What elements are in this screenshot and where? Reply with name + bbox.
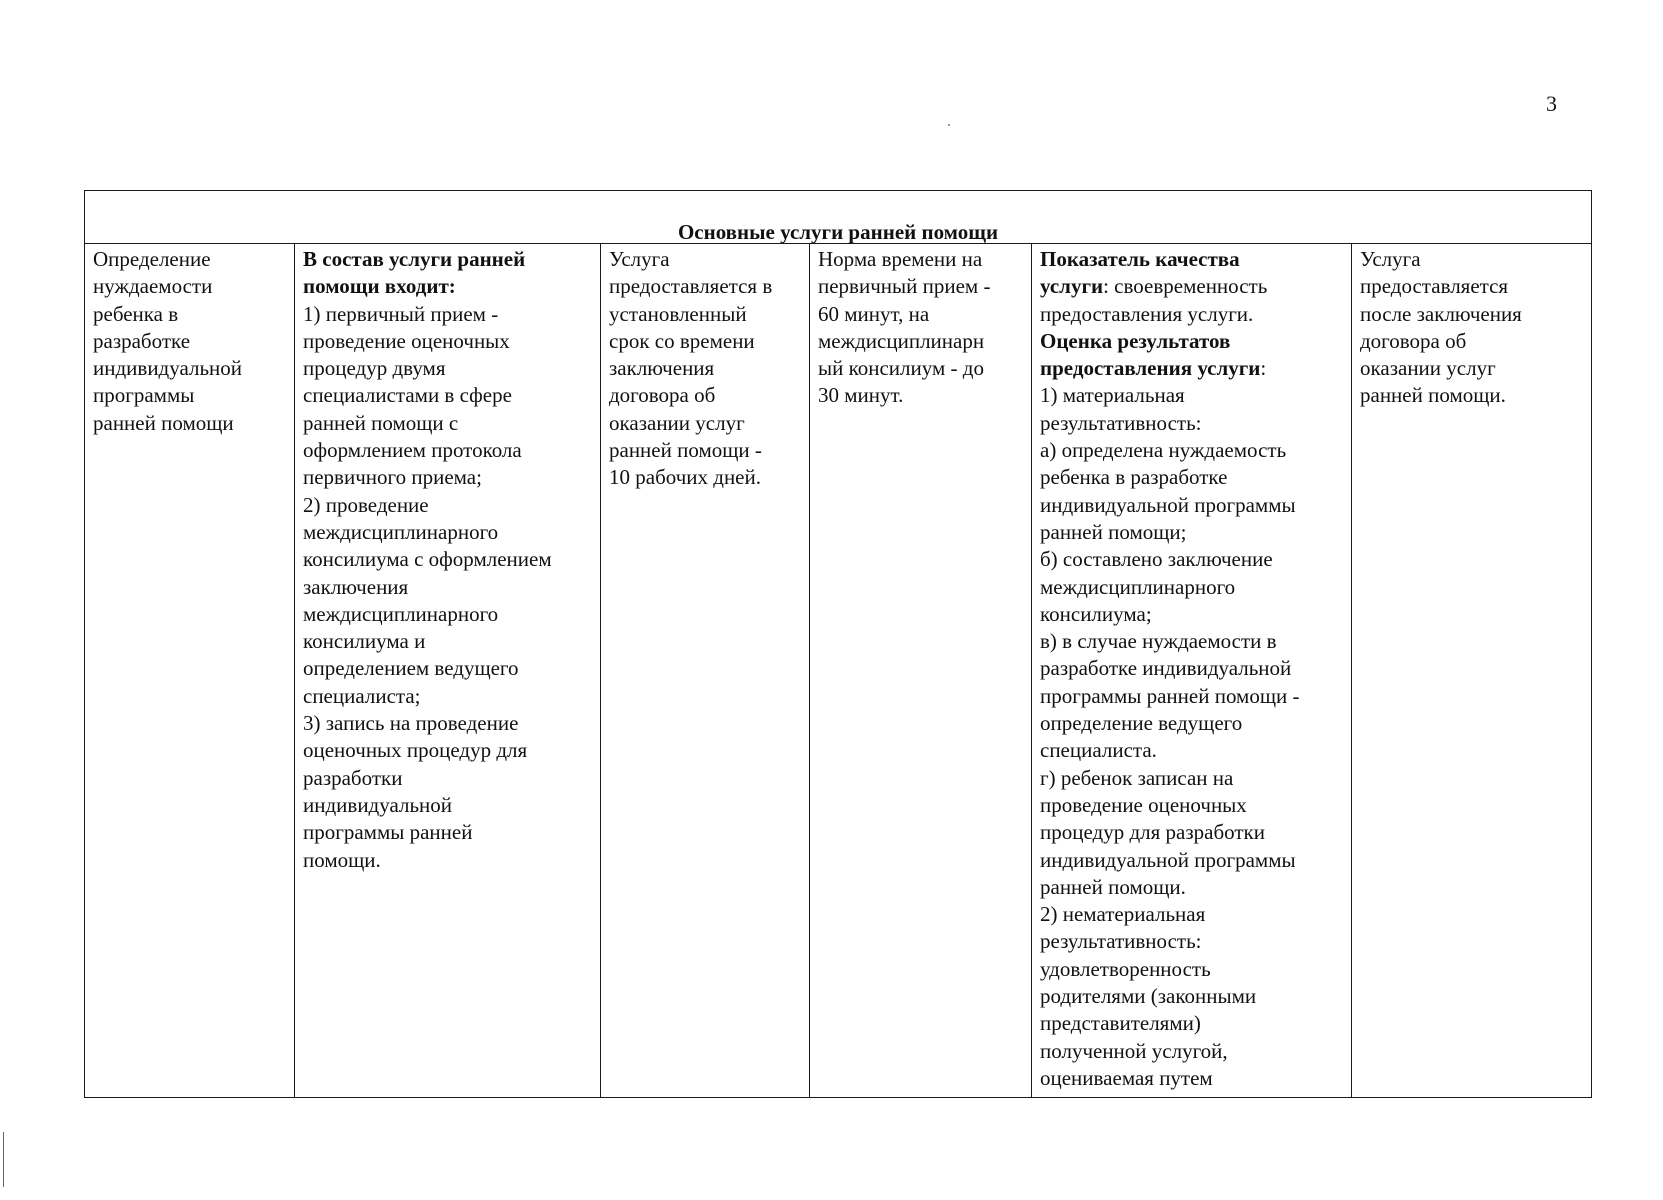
quality-indicator-heading: Показатель качества услуги bbox=[1040, 247, 1240, 299]
service-composition-text: 1) первичный прием - проведение оценочных процедур двумя специалистами в сфере ранней помощи с оформлением протокола первичного приема; 2) проведение междисциплинарного консилиума с оформлением заключения междисциплинарного консилиума и определением ведущего специалиста; 3) запись на проведение оценочных процедур для разработки индивидуальной программы ранней помощи. bbox=[303, 301, 552, 872]
quality-indicator-cell bbox=[1032, 244, 1352, 1098]
table-row bbox=[85, 244, 1592, 1098]
scan-edge-mark bbox=[3, 1132, 4, 1187]
services-table bbox=[84, 190, 1592, 1098]
service-conditions-cell bbox=[1352, 244, 1592, 1098]
quality-indicator-text: : своевременность предоставления услуги. bbox=[1040, 274, 1268, 326]
service-name-cell bbox=[85, 244, 295, 1098]
time-norm-text: Норма времени на первичный прием - 60 минут, на междисциплинарн ый консилиум - до 30 минут. bbox=[818, 247, 991, 408]
scan-speck bbox=[948, 124, 950, 126]
page-number: 3 bbox=[1546, 91, 1557, 116]
section-title: Основные услуги ранней помощи bbox=[85, 191, 1592, 244]
service-name: Определение нуждаемости ребенка в разработке индивидуальной программы ранней помощи bbox=[93, 247, 242, 435]
service-conditions-text: Услуга предоставляется после заключения договора об оказании услуг ранней помощи. bbox=[1360, 247, 1522, 408]
results-assessment-text: : 1) материальная результативность: а) определена нуждаемость ребенка в разработке индивидуальной программы ранней помощи; б) составлено заключение междисциплинарного консилиума; в) в случае нуждаемости в разработке индивидуальной программы ранней помощи - определение ведущего специалиста. г) ребенок записан на проведение оценочных процедур для разработки индивидуальной программы ранней помощи. 2) нематериальная результативность: удовлетворенность родителями (законными представителями) полученной услугой, оцениваемая путем bbox=[1040, 356, 1300, 1090]
table-header-row bbox=[85, 191, 1592, 244]
results-assessment-heading: Оценка результатов предоставления услуги bbox=[1040, 328, 1261, 381]
service-deadline-cell bbox=[601, 244, 810, 1098]
time-norm-cell bbox=[810, 244, 1032, 1098]
service-composition-heading: В состав услуги ранней помощи входит: bbox=[303, 247, 526, 299]
service-composition-cell bbox=[295, 244, 601, 1098]
service-deadline-text: Услуга предоставляется в установленный срок со времени заключения договора об оказании услуг ранней помощи - 10 рабочих дней. bbox=[609, 247, 773, 490]
